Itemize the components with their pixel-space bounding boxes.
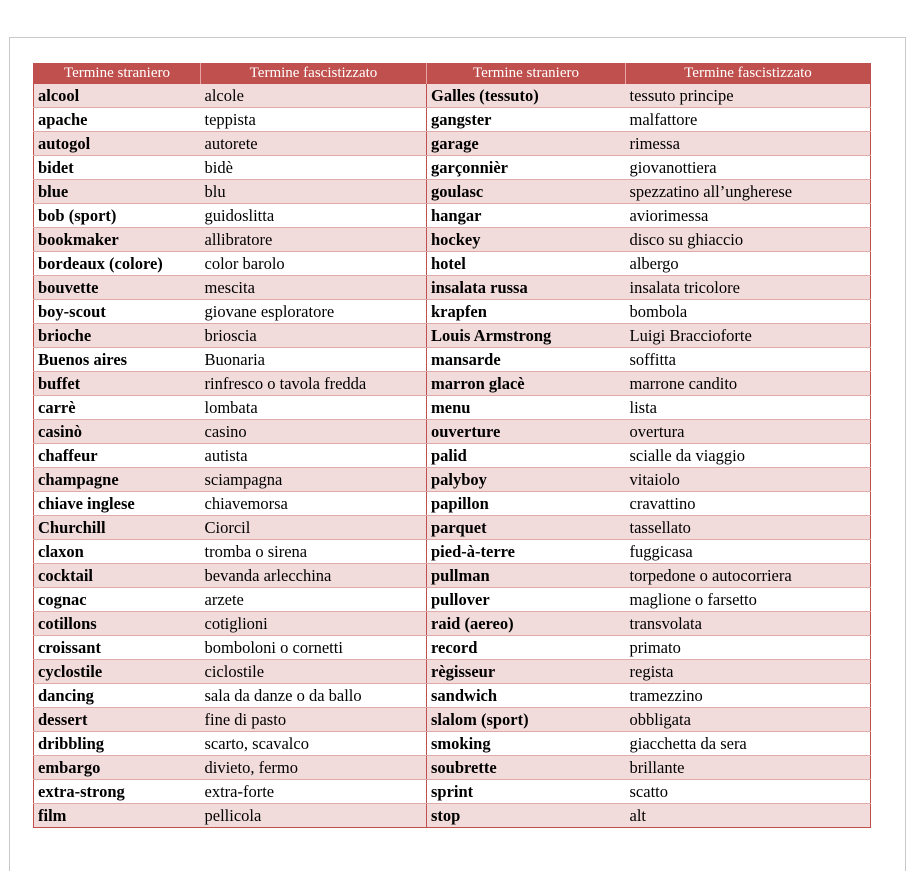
foreign-term-cell: goulasc — [427, 180, 626, 204]
fascist-term-cell: disco su ghiaccio — [626, 228, 871, 252]
fascist-term-cell: bevanda arlecchina — [201, 564, 427, 588]
table-row — [34, 708, 871, 732]
fascist-term-cell: scatto — [626, 780, 871, 804]
foreign-term-cell: insalata russa — [427, 276, 626, 300]
fascist-term-cell: sala da danze o da ballo — [201, 684, 427, 708]
foreign-term-cell: bordeaux (colore) — [34, 252, 201, 276]
fascist-term-cell: cotiglioni — [201, 612, 427, 636]
fascist-term-cell: arzete — [201, 588, 427, 612]
fascist-term-cell: overtura — [626, 420, 871, 444]
foreign-term-cell: buffet — [34, 372, 201, 396]
foreign-term-cell: cognac — [34, 588, 201, 612]
table-row — [34, 372, 871, 396]
table-row — [34, 804, 871, 828]
fascist-term-cell: transvolata — [626, 612, 871, 636]
fascist-term-cell: marrone candito — [626, 372, 871, 396]
fascist-term-cell: alt — [626, 804, 871, 828]
table-row — [34, 300, 871, 324]
fascist-term-cell: albergo — [626, 252, 871, 276]
fascist-term-cell: Ciorcil — [201, 516, 427, 540]
fascist-term-cell: torpedone o autocorriera — [626, 564, 871, 588]
foreign-term-cell: champagne — [34, 468, 201, 492]
fascist-term-cell: giacchetta da sera — [626, 732, 871, 756]
foreign-term-cell: pullman — [427, 564, 626, 588]
fascist-term-cell: insalata tricolore — [626, 276, 871, 300]
fascist-term-cell: soffitta — [626, 348, 871, 372]
table-row — [34, 468, 871, 492]
fascist-term-cell: extra-forte — [201, 780, 427, 804]
foreign-term-cell: dribbling — [34, 732, 201, 756]
table-row — [34, 396, 871, 420]
foreign-term-cell: chiave inglese — [34, 492, 201, 516]
fascist-term-cell: tassellato — [626, 516, 871, 540]
table-row — [34, 132, 871, 156]
foreign-term-cell: Louis Armstrong — [427, 324, 626, 348]
fascist-term-cell: lista — [626, 396, 871, 420]
table-row — [34, 636, 871, 660]
foreign-term-cell: record — [427, 636, 626, 660]
table-row — [34, 612, 871, 636]
foreign-term-cell: carrè — [34, 396, 201, 420]
fascist-term-cell: vitaiolo — [626, 468, 871, 492]
fascist-term-cell: primato — [626, 636, 871, 660]
foreign-term-cell: dancing — [34, 684, 201, 708]
table-body — [34, 84, 871, 828]
foreign-term-cell: bob (sport) — [34, 204, 201, 228]
fascist-term-cell: mescita — [201, 276, 427, 300]
foreign-term-cell: blue — [34, 180, 201, 204]
glossary-table — [33, 63, 871, 828]
foreign-term-cell: pied-à-terre — [427, 540, 626, 564]
fascist-term-cell: bomboloni o cornetti — [201, 636, 427, 660]
foreign-term-cell: ouverture — [427, 420, 626, 444]
table-row — [34, 516, 871, 540]
fascist-term-cell: giovanottiera — [626, 156, 871, 180]
fascist-term-cell: brioscia — [201, 324, 427, 348]
foreign-term-cell: bookmaker — [34, 228, 201, 252]
foreign-term-cell: sprint — [427, 780, 626, 804]
fascist-term-cell: lombata — [201, 396, 427, 420]
foreign-term-cell: film — [34, 804, 201, 828]
foreign-term-cell: extra-strong — [34, 780, 201, 804]
fascist-term-cell: tessuto principe — [626, 84, 871, 108]
fascist-term-cell: guidoslitta — [201, 204, 427, 228]
table-header-row — [34, 63, 871, 84]
table-row — [34, 348, 871, 372]
fascist-term-cell: fine di pasto — [201, 708, 427, 732]
foreign-term-cell: autogol — [34, 132, 201, 156]
foreign-term-cell: Churchill — [34, 516, 201, 540]
header-fascist-term-1: Termine fascistizzato — [201, 63, 427, 84]
table-row — [34, 156, 871, 180]
table-row — [34, 660, 871, 684]
foreign-term-cell: slalom (sport) — [427, 708, 626, 732]
fascist-term-cell: autista — [201, 444, 427, 468]
fascist-term-cell: bidè — [201, 156, 427, 180]
foreign-term-cell: menu — [427, 396, 626, 420]
fascist-term-cell: Buonaria — [201, 348, 427, 372]
foreign-term-cell: règisseur — [427, 660, 626, 684]
fascist-term-cell: rimessa — [626, 132, 871, 156]
fascist-term-cell: regista — [626, 660, 871, 684]
table-row — [34, 444, 871, 468]
foreign-term-cell: parquet — [427, 516, 626, 540]
table-row — [34, 276, 871, 300]
foreign-term-cell: cyclostile — [34, 660, 201, 684]
foreign-term-cell: pullover — [427, 588, 626, 612]
foreign-term-cell: dessert — [34, 708, 201, 732]
fascist-term-cell: malfattore — [626, 108, 871, 132]
foreign-term-cell: stop — [427, 804, 626, 828]
header-foreign-term-2: Termine straniero — [427, 63, 626, 84]
fascist-term-cell: alcole — [201, 84, 427, 108]
fascist-term-cell: autorete — [201, 132, 427, 156]
foreign-term-cell: brioche — [34, 324, 201, 348]
foreign-term-cell: Galles (tessuto) — [427, 84, 626, 108]
fascist-term-cell: teppista — [201, 108, 427, 132]
table-row — [34, 84, 871, 108]
foreign-term-cell: raid (aereo) — [427, 612, 626, 636]
fascist-term-cell: tramezzino — [626, 684, 871, 708]
fascist-term-cell: casino — [201, 420, 427, 444]
foreign-term-cell: hangar — [427, 204, 626, 228]
foreign-term-cell: hotel — [427, 252, 626, 276]
table-row — [34, 204, 871, 228]
fascist-term-cell: ciclostile — [201, 660, 427, 684]
fascist-term-cell: obbligata — [626, 708, 871, 732]
foreign-term-cell: garçonnièr — [427, 156, 626, 180]
fascist-term-cell: color barolo — [201, 252, 427, 276]
fascist-term-cell: sciampagna — [201, 468, 427, 492]
foreign-term-cell: soubrette — [427, 756, 626, 780]
foreign-term-cell: krapfen — [427, 300, 626, 324]
table-row — [34, 540, 871, 564]
fascist-term-cell: chiavemorsa — [201, 492, 427, 516]
foreign-term-cell: apache — [34, 108, 201, 132]
foreign-term-cell: garage — [427, 132, 626, 156]
foreign-term-cell: marron glacè — [427, 372, 626, 396]
foreign-term-cell: chaffeur — [34, 444, 201, 468]
fascist-term-cell: bombola — [626, 300, 871, 324]
table-row — [34, 684, 871, 708]
table-row — [34, 756, 871, 780]
fascist-term-cell: blu — [201, 180, 427, 204]
foreign-term-cell: hockey — [427, 228, 626, 252]
table-row — [34, 228, 871, 252]
foreign-term-cell: papillon — [427, 492, 626, 516]
table-row — [34, 180, 871, 204]
fascist-term-cell: pellicola — [201, 804, 427, 828]
fascist-term-cell: allibratore — [201, 228, 427, 252]
fascist-term-cell: spezzatino all’ungherese — [626, 180, 871, 204]
table-row — [34, 564, 871, 588]
foreign-term-cell: claxon — [34, 540, 201, 564]
fascist-term-cell: divieto, fermo — [201, 756, 427, 780]
foreign-term-cell: palid — [427, 444, 626, 468]
fascist-term-cell: maglione o farsetto — [626, 588, 871, 612]
foreign-term-cell: gangster — [427, 108, 626, 132]
table-row — [34, 324, 871, 348]
fascist-term-cell: tromba o sirena — [201, 540, 427, 564]
foreign-term-cell: embargo — [34, 756, 201, 780]
fascist-term-cell: fuggicasa — [626, 540, 871, 564]
fascist-term-cell: rinfresco o tavola fredda — [201, 372, 427, 396]
header-foreign-term-1: Termine straniero — [34, 63, 201, 84]
foreign-term-cell: sandwich — [427, 684, 626, 708]
table-row — [34, 108, 871, 132]
fascist-term-cell: cravattino — [626, 492, 871, 516]
foreign-term-cell: cocktail — [34, 564, 201, 588]
fascist-term-cell: Luigi Braccioforte — [626, 324, 871, 348]
fascist-term-cell: aviorimessa — [626, 204, 871, 228]
foreign-term-cell: cotillons — [34, 612, 201, 636]
foreign-term-cell: alcool — [34, 84, 201, 108]
table-row — [34, 492, 871, 516]
foreign-term-cell: smoking — [427, 732, 626, 756]
foreign-term-cell: croissant — [34, 636, 201, 660]
table-row — [34, 420, 871, 444]
foreign-term-cell: bouvette — [34, 276, 201, 300]
fascist-term-cell: brillante — [626, 756, 871, 780]
table-row — [34, 588, 871, 612]
foreign-term-cell: casinò — [34, 420, 201, 444]
header-fascist-term-2: Termine fascistizzato — [626, 63, 871, 84]
fascist-term-cell: scarto, scavalco — [201, 732, 427, 756]
fascist-term-cell: giovane esploratore — [201, 300, 427, 324]
fascist-term-cell: scialle da viaggio — [626, 444, 871, 468]
foreign-term-cell: palyboy — [427, 468, 626, 492]
foreign-term-cell: boy-scout — [34, 300, 201, 324]
foreign-term-cell: Buenos aires — [34, 348, 201, 372]
table-row — [34, 252, 871, 276]
table-row — [34, 780, 871, 804]
table-row — [34, 732, 871, 756]
foreign-term-cell: bidet — [34, 156, 201, 180]
foreign-term-cell: mansarde — [427, 348, 626, 372]
